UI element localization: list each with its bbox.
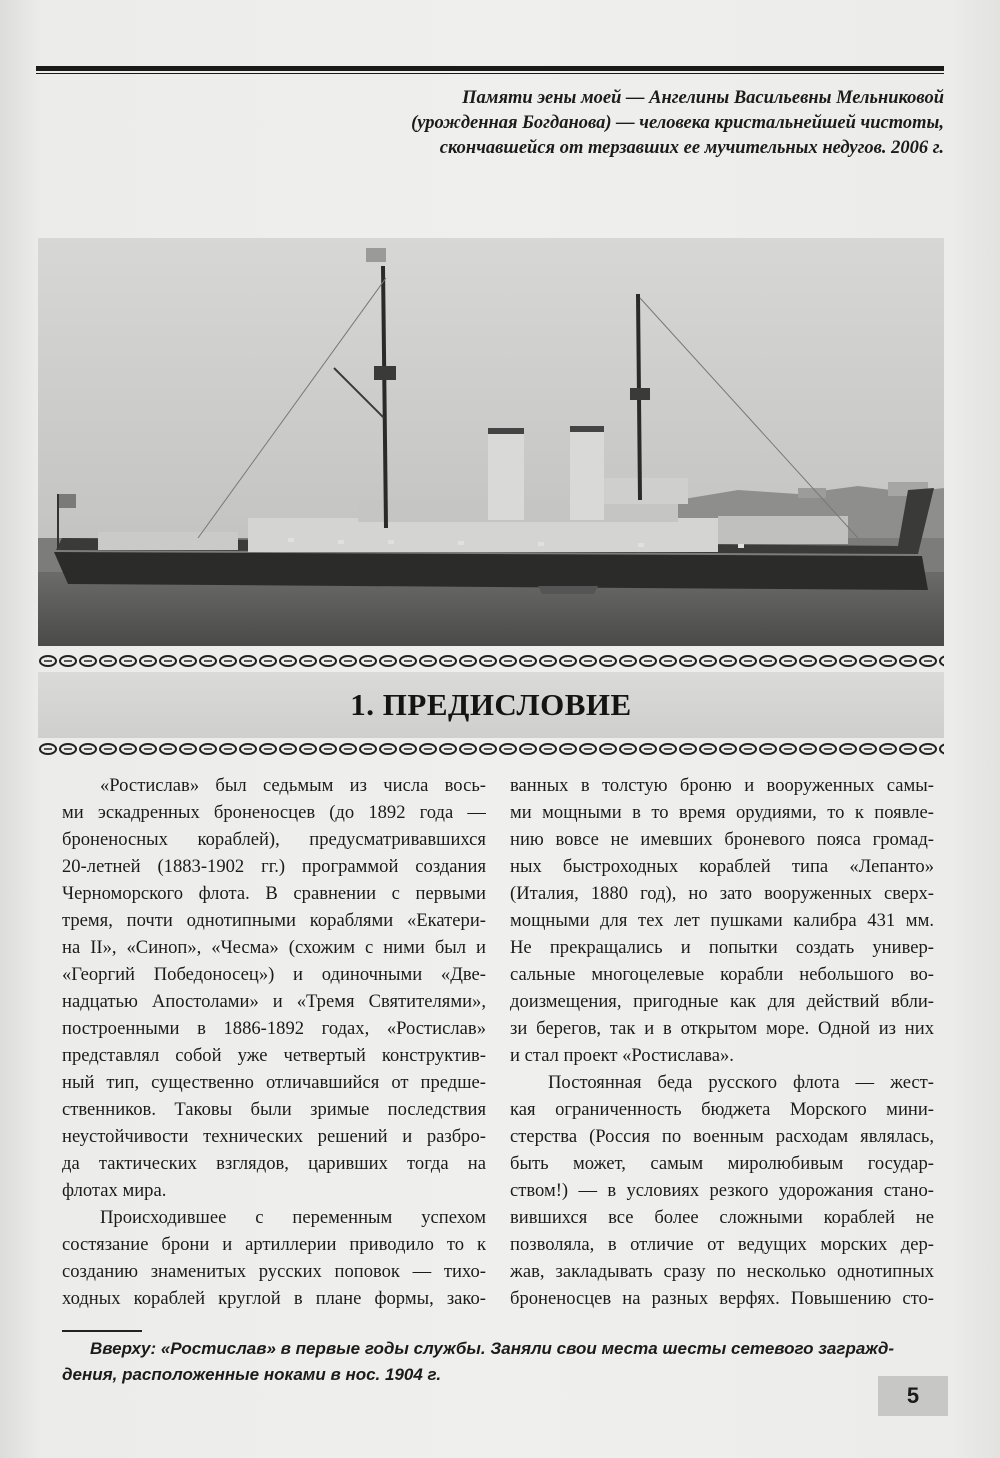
text-line: Не прекращались и попытки создать универ- — [510, 937, 934, 958]
text-line: броненосных кораблей), предусматривавшихся — [62, 829, 486, 850]
text-line: ми мощными в то время орудиями, то к появле- — [510, 802, 934, 823]
text-line: ванных в толстую броню и вооруженных самы- — [510, 775, 934, 796]
text-line: представлял собой уже четвертый конструктив- — [62, 1045, 486, 1066]
text-line: доизмещения, пригодные как для действий вбли- — [510, 991, 934, 1012]
page-number: 5 — [878, 1376, 948, 1416]
text-line: 20-летней (1883-1902 гг.) программой создания — [62, 856, 486, 877]
text-line: позволяла, в отличие от ведущих морских дер- — [510, 1234, 934, 1255]
dedication-line: скончавшейся от терзавших ее мучительных недугов. 2006 г. — [439, 138, 944, 158]
text-column-right — [510, 772, 934, 1312]
text-line: флотах мира. — [62, 1180, 167, 1201]
top-rule-thin — [36, 73, 944, 74]
dedication — [324, 86, 944, 161]
chain-ornament-top — [38, 654, 944, 668]
text-line: сальные многоцелевые корабли небольшого во- — [510, 964, 934, 985]
text-line: ный тип, существенно отличавшийся от предше- — [62, 1072, 486, 1093]
text-line: неустойчивости технических решений и разбро- — [62, 1126, 486, 1147]
dedication-line: Памяти эены моей — Ангелины Васильевны Мельниковой — [462, 88, 944, 108]
text-line: ходных кораблей круглой в плане формы, зако- — [62, 1288, 486, 1309]
battleship-illustration — [38, 238, 944, 646]
text-line: кая ограниченность бюджета Морского мини- — [510, 1099, 934, 1120]
battleship-photo — [38, 238, 944, 646]
text-line: и стал проект «Ростислава». — [510, 1045, 734, 1066]
text-line: созданию знаменитых русских поповок — тихо- — [62, 1261, 486, 1282]
text-line: построенными в 1886-1892 годах, «Ростислав» — [62, 1018, 486, 1039]
text-line: Постоянная беда русского флота — жест- — [548, 1072, 934, 1093]
text-line: нию вовсе не имевших броневого пояса громад- — [510, 829, 934, 850]
section-heading-band — [38, 672, 944, 738]
text-line: жав, закладывать сразу по несколько однотипных — [510, 1261, 934, 1282]
text-line: быть может, самым миролюбивым государ- — [510, 1153, 934, 1174]
text-line: (Италия, 1880 год), но зато вооруженных сверх- — [510, 883, 934, 904]
section-title: 1. ПРЕДИСЛОВИЕ — [350, 687, 632, 722]
text-line: ных быстроходных кораблей типа «Лепанто» — [510, 856, 934, 877]
text-line: броненосцев на разных верфях. Повышению сто- — [510, 1288, 934, 1309]
text-line: «Ростислав» был седьмым из числа вось- — [100, 775, 486, 796]
text-line: надцатью Апостолами» и «Тремя Святителями», — [62, 991, 486, 1012]
dedication-line: (урожденная Богданова) — человека кристальнейшей чистоты, — [411, 113, 944, 133]
text-line: состязание брони и артиллерии приводило то к — [62, 1234, 486, 1255]
text-line: зи берегов, так и в открытом море. Одной из них — [510, 1018, 934, 1039]
text-line: ственников. Таковы были зримые последствия — [62, 1099, 486, 1120]
text-line: вившихся все более сложными кораблей не — [510, 1207, 934, 1228]
text-line: тремя, почти однотипными кораблями «Екатери- — [62, 910, 486, 931]
caption-rule — [62, 1330, 142, 1332]
text-line: да тактических взглядов, царивших тогда на — [62, 1153, 486, 1174]
text-line: стерства (Россия по военным расходам являлась, — [510, 1126, 934, 1147]
chain-ornament-bottom — [38, 742, 944, 756]
text-line: ством!) — в условиях резкого удорожания стано- — [510, 1180, 934, 1201]
text-line: мощными для тех лет пушками калибра 431 мм. — [510, 910, 934, 931]
caption-line: Вверху: «Ростислав» в первые годы службы. Заняли свои места шесты сетевого загражд- — [90, 1339, 894, 1358]
text-line: на II», «Синоп», «Чесма» (схожим с ними был и — [62, 937, 486, 958]
text-line: Черноморского флота. В сравнении с первыми — [62, 883, 486, 904]
text-line: ми эскадренных броненосцев (до 1892 года — — [62, 802, 486, 823]
top-rule — [36, 66, 944, 71]
text-line: «Георгий Победоносец») и одиночными «Две- — [62, 964, 486, 985]
text-line: Происходившее с переменным успехом — [100, 1207, 486, 1228]
text-column-left — [62, 772, 486, 1312]
caption-line: дения, расположенные ноками в нос. 1904 г. — [62, 1365, 442, 1384]
photo-caption — [62, 1336, 944, 1388]
